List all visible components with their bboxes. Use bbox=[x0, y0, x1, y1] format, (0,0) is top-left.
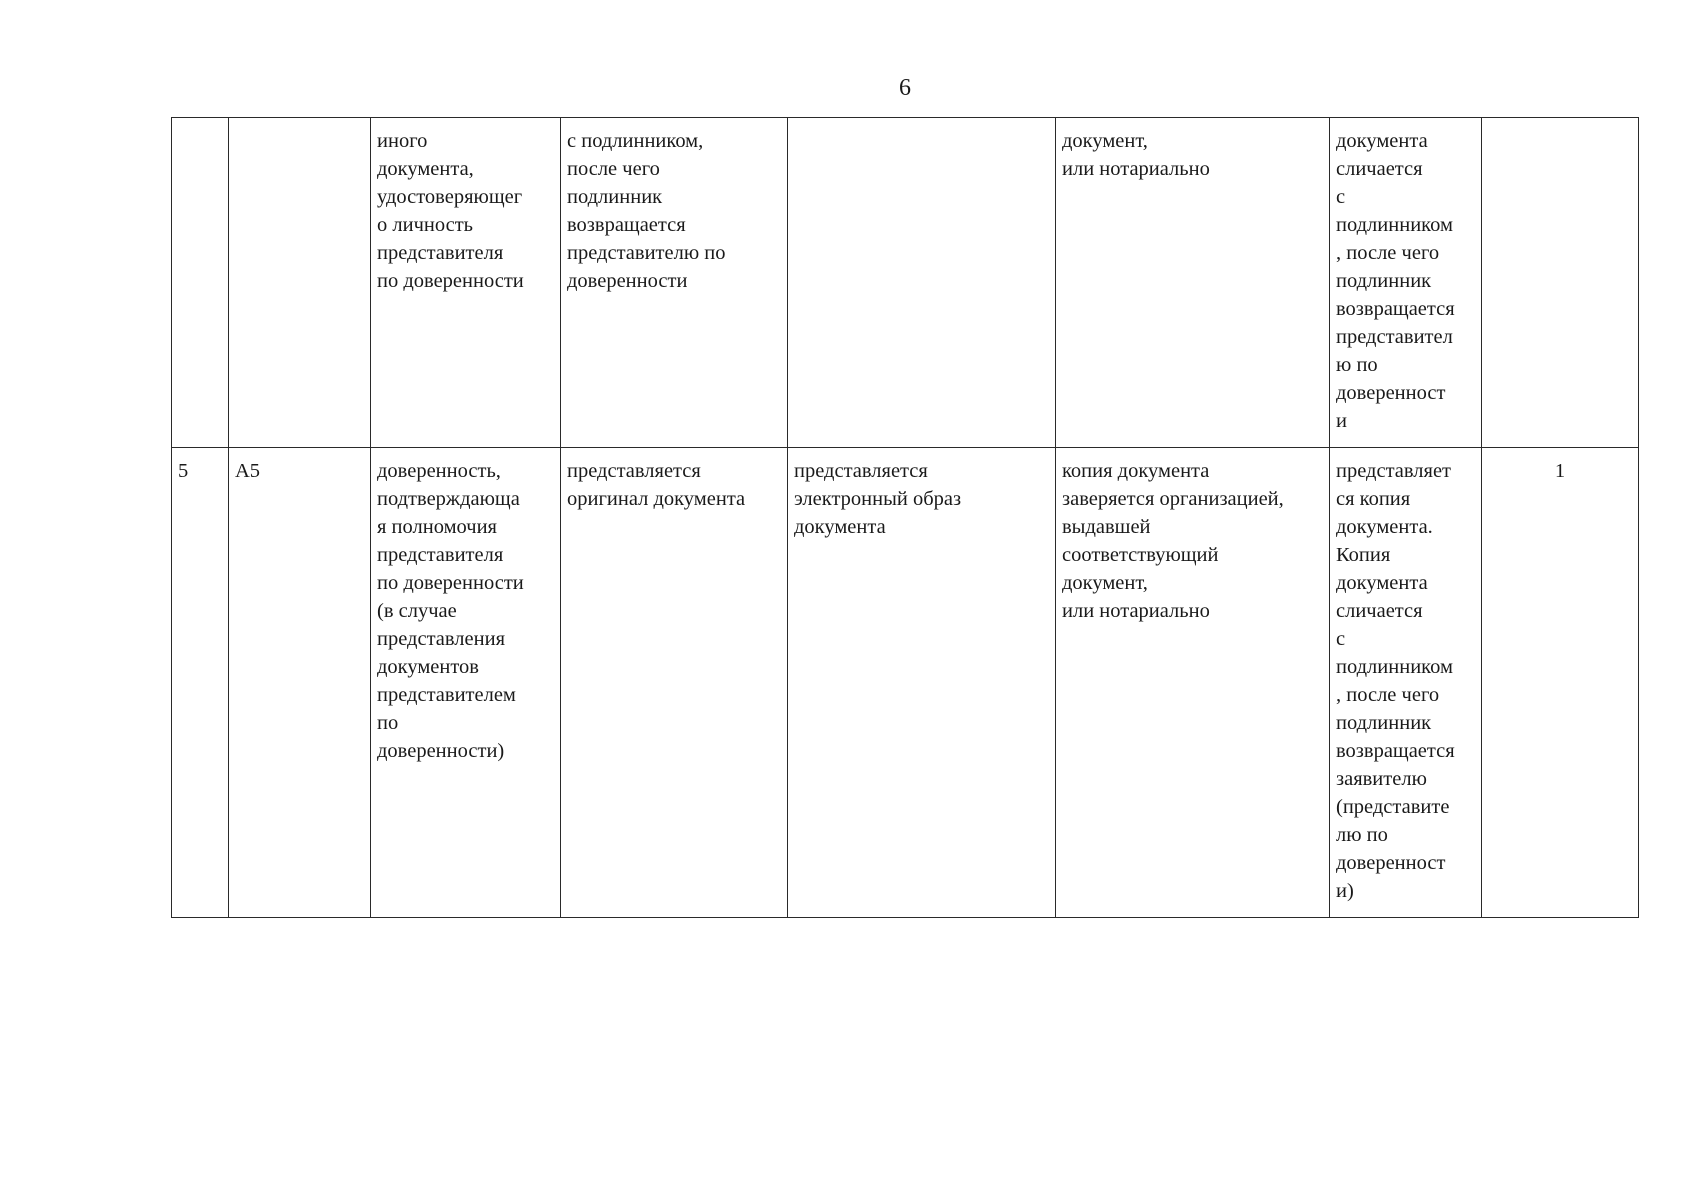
verification-procedure-cell: представляет ся копия документа. Копия документа сличается с подлинником , после чего подлинник возвращается заявителю (представите лю по доверенност и) bbox=[1330, 448, 1482, 918]
row-number-cell: 5 bbox=[172, 448, 229, 918]
page-number: 6 bbox=[899, 75, 911, 101]
table-row bbox=[172, 118, 1639, 448]
document-code-cell: А5 bbox=[229, 448, 371, 918]
count-cell bbox=[1482, 118, 1639, 448]
document-code-cell bbox=[229, 118, 371, 448]
count-cell: 1 bbox=[1482, 448, 1639, 918]
document-name-cell: доверенность, подтверждающа я полномочия представителя по доверенности (в случае представления документов представителем по доверенности) bbox=[371, 448, 561, 918]
paper-submission-cell: с подлинником, после чего подлинник возвращается представителю по доверенности bbox=[561, 118, 788, 448]
table-row bbox=[172, 448, 1639, 918]
certification-cell: копия документа заверяется организацией, выдавшей соответствующий документ, или нотариально bbox=[1056, 448, 1330, 918]
documents-table bbox=[171, 117, 1639, 918]
certification-cell: документ, или нотариально bbox=[1056, 118, 1330, 448]
paper-submission-cell: представляется оригинал документа bbox=[561, 448, 788, 918]
electronic-submission-cell: представляется электронный образ документа bbox=[788, 448, 1056, 918]
electronic-submission-cell bbox=[788, 118, 1056, 448]
row-number-cell bbox=[172, 118, 229, 448]
document-name-cell: иного документа, удостоверяющег о личность представителя по доверенности bbox=[371, 118, 561, 448]
verification-procedure-cell: документа сличается с подлинником , после чего подлинник возвращается представител ю по доверенност и bbox=[1330, 118, 1482, 448]
